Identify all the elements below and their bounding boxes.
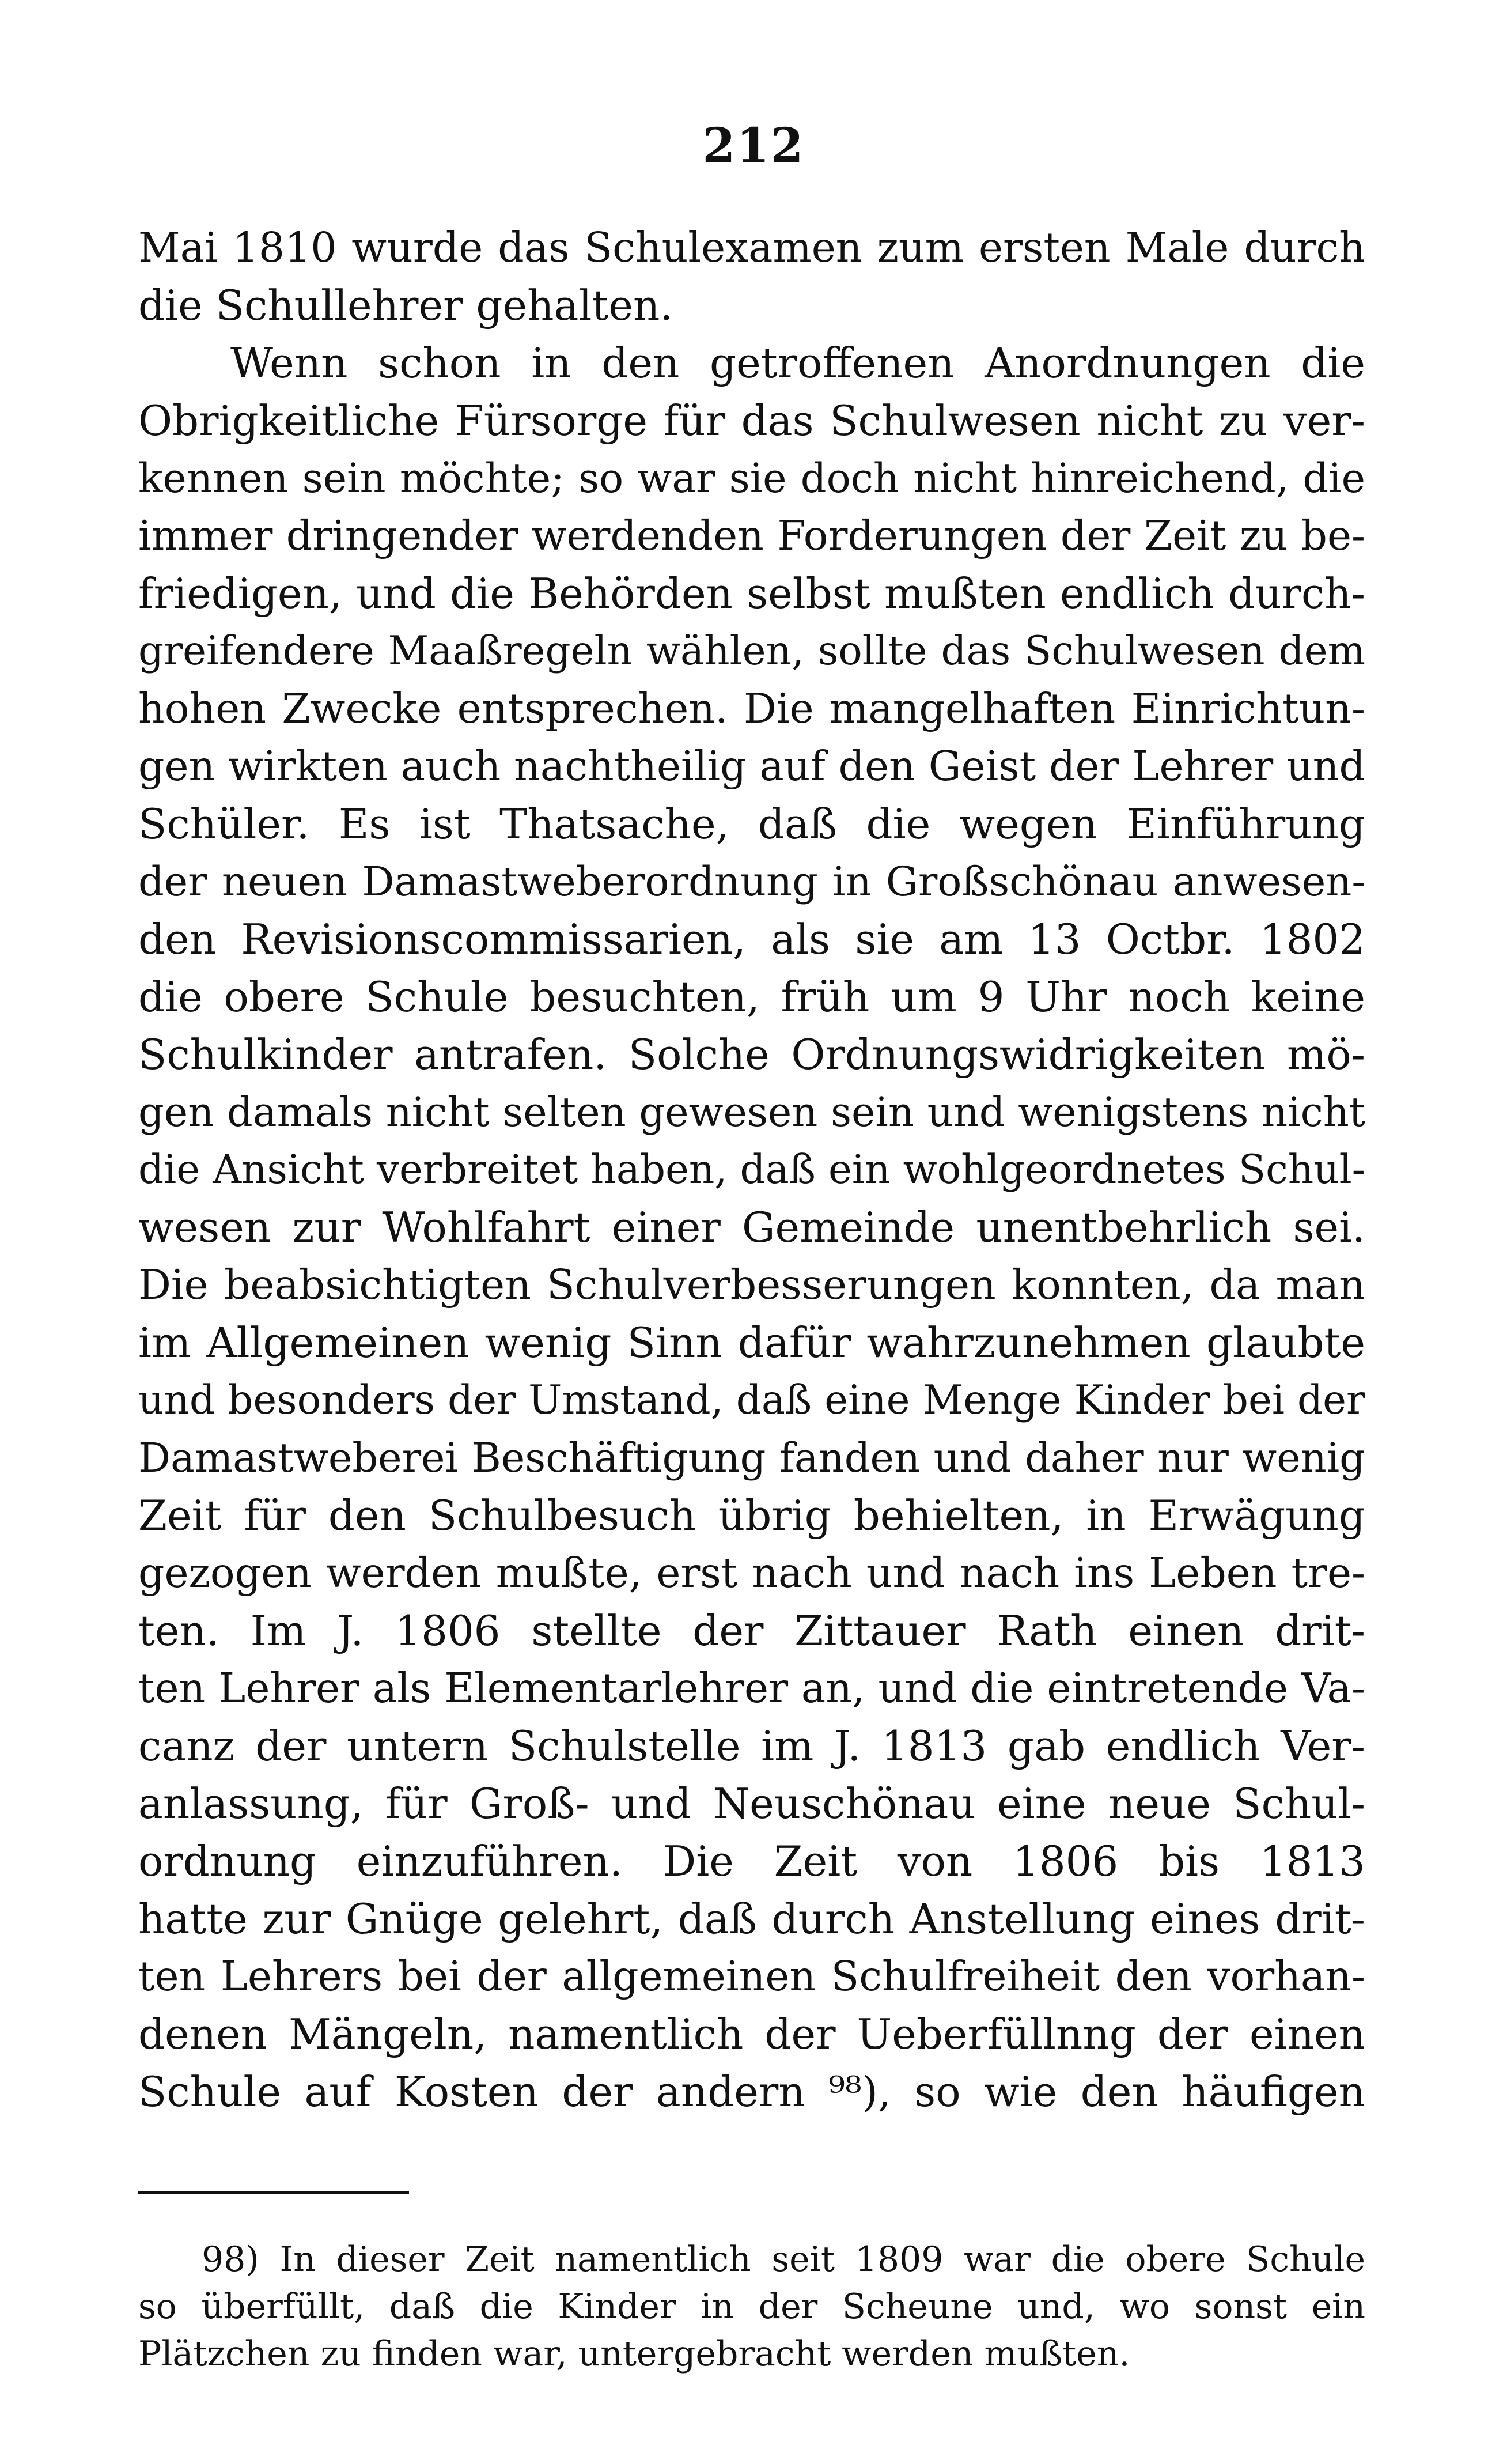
text-line: hatte zur Gnüge gelehrt, daß durch Anstellung eines drit-: [138, 1895, 1365, 1943]
text-line: anlassung, für Groß- und Neuschönau eine neue Schul-: [138, 1779, 1365, 1828]
text-line: die Schullehrer gehalten.: [138, 281, 673, 330]
text-line: Zeit für den Schulbesuch übrig behielten, in Erwägung: [138, 1491, 1365, 1540]
text-line: die obere Schule besuchten, früh um 9 Uhr noch keine: [138, 973, 1365, 1021]
text-line: Schüler. Es ist Thatsache, daß die wegen Einführung: [138, 800, 1365, 848]
text-line: gen damals nicht selten gewesen sein und wenigstens nicht: [138, 1089, 1365, 1136]
text-line: immer dringender werdenden Forderungen der Zeit zu be-: [138, 512, 1365, 560]
text-line: gen wirkten auch nachtheilig auf den Geist der Lehrer und: [138, 742, 1365, 790]
footnote-divider: [138, 2191, 409, 2194]
footnote: [138, 2236, 1365, 2378]
page-number: 212: [702, 118, 805, 173]
text-line: Mai 1810 wurde das Schulexamen zum ersten Male durch: [138, 224, 1365, 271]
footnote-line: Plätzchen zu finden war, untergebracht werden mußten.: [138, 2334, 1130, 2374]
footnote-line: 98) In dieser Zeit namentlich seit 1809 war die obere Schule: [202, 2239, 1365, 2280]
text-line: der neuen Damastweberordnung in Großschönau anwesen-: [138, 858, 1365, 905]
text-line: Wenn schon in den getroffenen Anordnungen die: [230, 339, 1365, 387]
text-line: ordnung einzuführen. Die Zeit von 1806 bis 1813: [138, 1837, 1365, 1885]
main-text: [138, 219, 1365, 2121]
text-line: Die beabsichtigten Schulverbesserungen konnten, da man: [138, 1261, 1365, 1309]
text-line: ten Lehrers bei der allgemeinen Schulfreiheit den vorhan-: [138, 1952, 1365, 2000]
text-line: friedigen, und die Behörden selbst mußten endlich durch-: [138, 569, 1365, 618]
text-line: Schulkinder antrafen. Solche Ordnungswidrigkeiten mö-: [138, 1030, 1365, 1079]
footnote-line: so überfüllt, daß die Kinder in der Scheune und, wo sonst ein: [138, 2287, 1365, 2327]
text-line: gezogen werden mußte, erst nach und nach ins Leben tre-: [138, 1549, 1365, 1597]
text-line: den Revisionscommissarien, als sie am 13 Octbr. 1802: [138, 915, 1365, 963]
text-line: canz der untern Schulstelle im J. 1813 gab endlich Ver-: [138, 1722, 1365, 1770]
text-line: ten. Im J. 1806 stellte der Zittauer Rath einen drit-: [138, 1607, 1365, 1655]
text-line: Damastweberei Beschäftigung fanden und daher nur wenig: [138, 1434, 1365, 1482]
text-line: die Ansicht verbreitet haben, daß ein wohlgeordnetes Schul-: [138, 1147, 1365, 1193]
text-line: wesen zur Wohlfahrt einer Gemeinde unentbehrlich sei.: [138, 1203, 1365, 1252]
text-line: Obrigkeitliche Fürsorge für das Schulwesen nicht zu ver-: [138, 396, 1365, 445]
text-line: hohen Zwecke entsprechen. Die mangelhaften Einrichtun-: [138, 685, 1365, 732]
text-line: und besonders der Umstand, daß eine Menge Kinder bei der: [138, 1377, 1365, 1423]
text-line: denen Mängeln, namentlich der Ueberfüllnng der einen: [138, 2010, 1365, 2058]
text-line: Schule auf Kosten der andern ⁹⁸), so wie den häufigen: [138, 2068, 1365, 2116]
text-line: kennen sein möchte; so war sie doch nicht hinreichend, die: [138, 455, 1365, 502]
text-line: im Allgemeinen wenig Sinn dafür wahrzunehmen glaubte: [138, 1318, 1365, 1367]
text-line: ten Lehrer als Elementarlehrer an, und die eintretende Va-: [138, 1664, 1365, 1712]
text-line: greifendere Maaßregeln wählen, sollte das Schulwesen dem: [138, 628, 1365, 674]
